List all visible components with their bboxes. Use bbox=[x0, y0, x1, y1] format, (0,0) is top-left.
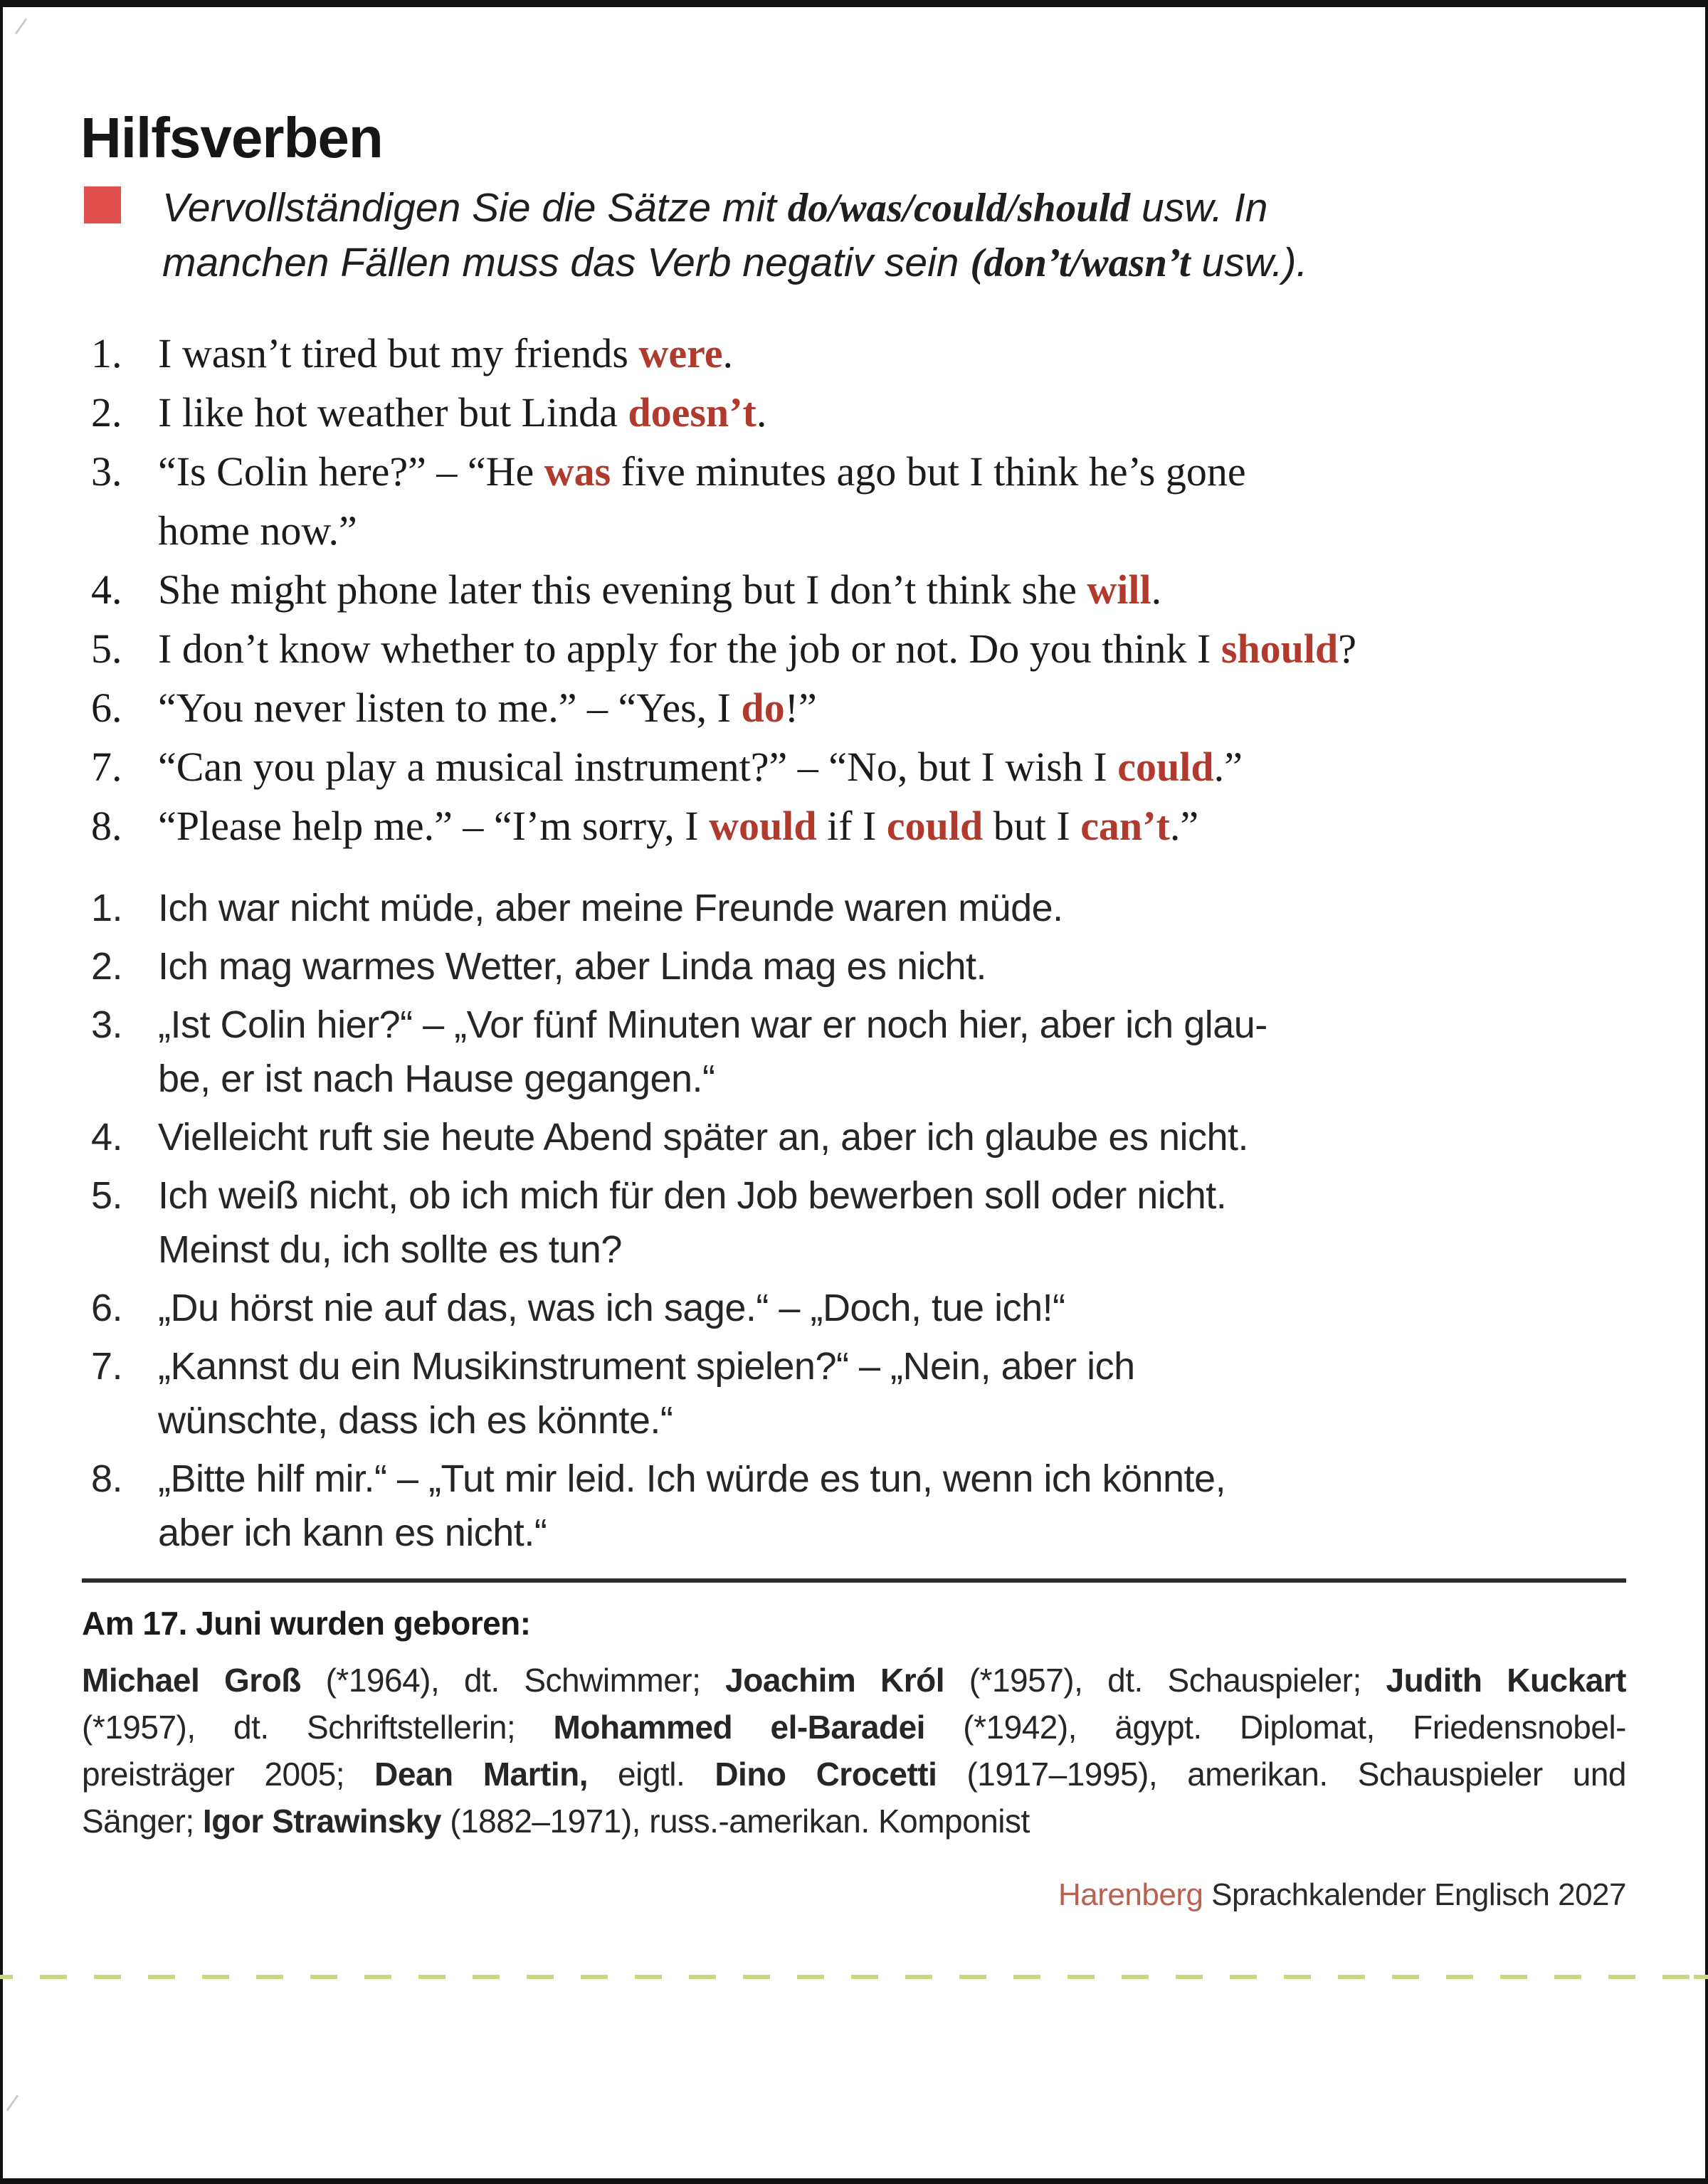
answer-word: were bbox=[638, 330, 723, 376]
item-text bbox=[158, 1169, 1630, 1277]
text-segment: .” bbox=[1169, 803, 1199, 849]
perforation-dashed-line bbox=[0, 1975, 1708, 1979]
text-segment: „Du hörst nie auf das, was ich sage.“ – „Doch, tue ich!“ bbox=[158, 1287, 1065, 1329]
text-segment: (1917–1995), amerikan. Schauspieler und bbox=[937, 1756, 1627, 1793]
item-number: 3. bbox=[91, 448, 122, 495]
item-text bbox=[158, 560, 1630, 619]
text-segment: preisträger 2005; bbox=[82, 1756, 375, 1793]
text-segment: I wasn’t tired but my friends bbox=[158, 330, 639, 376]
text-segment: (*1957), dt. Schriftstellerin; bbox=[82, 1709, 554, 1746]
item-text bbox=[158, 324, 1630, 383]
text-segment: . bbox=[1151, 566, 1162, 613]
item-number: 2. bbox=[91, 945, 123, 988]
english-sentence bbox=[82, 796, 1630, 855]
item-number: 1. bbox=[91, 887, 123, 929]
birthdays-line bbox=[82, 1798, 1626, 1845]
text-segment: Ich weiß nicht, ob ich mich für den Job bewerben soll oder nicht. bbox=[158, 1174, 1227, 1217]
text-segment: “Please help me.” – “I’m sorry, I bbox=[158, 803, 710, 849]
german-sentence bbox=[82, 1110, 1630, 1164]
print-mark bbox=[15, 18, 27, 34]
text-segment: ? bbox=[1338, 626, 1357, 672]
answer-word: could bbox=[886, 803, 984, 849]
answer-word: doesn’t bbox=[628, 389, 757, 436]
instruction-bullet-square bbox=[84, 186, 121, 223]
text-segment: She might phone later this evening but I don’t think she bbox=[158, 566, 1087, 613]
answer-word: will bbox=[1087, 566, 1151, 613]
item-text bbox=[158, 1110, 1630, 1164]
english-sentence bbox=[82, 383, 1630, 442]
text-segment: Harenberg bbox=[1058, 1877, 1203, 1912]
english-sentence bbox=[82, 737, 1630, 796]
item-number: 7. bbox=[91, 1345, 123, 1388]
answer-word: was bbox=[544, 448, 611, 495]
text-segment: Sprachkalender Englisch 2027 bbox=[1203, 1877, 1626, 1912]
birthdays-line bbox=[82, 1704, 1626, 1751]
text-segment: (*1964), dt. Schwimmer; bbox=[300, 1662, 726, 1699]
text-segment: Igor Strawinsky bbox=[202, 1803, 441, 1840]
item-number: 6. bbox=[91, 1287, 123, 1329]
item-text bbox=[158, 678, 1630, 737]
item-text bbox=[158, 383, 1630, 442]
english-sentence-list bbox=[82, 324, 1630, 855]
text-segment: usw. In bbox=[1130, 185, 1268, 231]
text-segment: do/was/could/should bbox=[787, 186, 1131, 231]
text-segment: „Ist Colin hier?“ – „Vor fünf Minuten war er noch hier, aber ich glau- bbox=[158, 1003, 1267, 1046]
text-segment: Mohammed el-Baradei bbox=[553, 1709, 925, 1746]
answer-word: should bbox=[1221, 626, 1339, 672]
text-segment: I don’t know whether to apply for the job or not. Do you think I bbox=[158, 626, 1221, 672]
text-segment: I like hot weather but Linda bbox=[158, 389, 628, 436]
item-number: 6. bbox=[91, 685, 122, 731]
text-segment: Judith Kuckart bbox=[1386, 1662, 1627, 1699]
item-number: 8. bbox=[91, 803, 122, 849]
birthdays-heading: Am 17. Juni wurden geboren: bbox=[82, 1605, 531, 1642]
english-sentence bbox=[82, 619, 1630, 678]
english-sentence bbox=[82, 442, 1630, 560]
birthdays-line bbox=[82, 1751, 1626, 1798]
item-text bbox=[158, 737, 1630, 796]
footer-imprint bbox=[1058, 1877, 1626, 1913]
answer-word: do bbox=[741, 685, 785, 731]
text-segment: (*1942), ägypt. Diplomat, Friedensnobel- bbox=[924, 1709, 1626, 1746]
text-segment: eigtl. bbox=[587, 1756, 715, 1793]
item-number: 4. bbox=[91, 566, 122, 613]
text-segment: home now.” bbox=[158, 507, 357, 554]
german-sentence bbox=[82, 939, 1630, 993]
german-translation-list bbox=[82, 881, 1630, 1564]
item-text bbox=[158, 998, 1630, 1106]
german-sentence bbox=[82, 1169, 1630, 1277]
english-sentence bbox=[82, 560, 1630, 619]
text-segment: if I bbox=[816, 803, 887, 849]
text-segment: manchen Fällen muss das Verb negativ sein bbox=[162, 240, 971, 285]
text-segment: Ich mag warmes Wetter, aber Linda mag es nicht. bbox=[158, 945, 987, 988]
text-segment: usw.). bbox=[1190, 240, 1308, 285]
text-segment: (1882–1971), russ.-amerikan. Komponist bbox=[441, 1803, 1030, 1840]
print-mark bbox=[6, 2094, 19, 2111]
text-segment: Dean Martin, bbox=[374, 1756, 588, 1793]
instruction-line-2 bbox=[162, 236, 1657, 290]
text-segment: “Can you play a musical instrument?” – “No, but I wish I bbox=[158, 744, 1118, 790]
birthdays-line bbox=[82, 1657, 1626, 1704]
text-segment: wünschte, dass ich es könnte.“ bbox=[158, 1399, 673, 1442]
german-sentence bbox=[82, 1452, 1630, 1560]
text-segment: but I bbox=[983, 803, 1081, 849]
text-segment: Meinst du, ich sollte es tun? bbox=[158, 1228, 622, 1271]
page-title: Hilfsverben bbox=[80, 105, 383, 169]
item-number: 4. bbox=[91, 1116, 123, 1159]
german-sentence bbox=[82, 1281, 1630, 1335]
item-text bbox=[158, 939, 1630, 993]
item-text bbox=[158, 1339, 1630, 1447]
page-border-bottom bbox=[0, 2178, 1708, 2184]
text-segment: !” bbox=[784, 685, 817, 731]
text-segment: . bbox=[756, 389, 767, 436]
page-border-right bbox=[1705, 0, 1708, 2184]
item-number: 8. bbox=[91, 1457, 123, 1500]
text-segment: „Bitte hilf mir.“ – „Tut mir leid. Ich würde es tun, wenn ich könnte, bbox=[158, 1457, 1226, 1500]
text-segment: (don’t/wasn’t bbox=[970, 241, 1191, 285]
text-segment: . bbox=[722, 330, 734, 376]
item-text bbox=[158, 796, 1630, 855]
german-sentence bbox=[82, 1339, 1630, 1447]
german-sentence bbox=[82, 998, 1630, 1106]
text-segment: Sänger; bbox=[82, 1803, 203, 1840]
text-segment: „Kannst du ein Musikinstrument spielen?“ – „Nein, aber ich bbox=[158, 1345, 1135, 1388]
answer-word: could bbox=[1117, 744, 1214, 790]
item-number: 1. bbox=[91, 330, 122, 376]
item-number: 5. bbox=[91, 1174, 123, 1217]
answer-word: would bbox=[709, 803, 817, 849]
answer-word: can’t bbox=[1080, 803, 1170, 849]
item-number: 3. bbox=[91, 1003, 123, 1046]
item-text bbox=[158, 1281, 1630, 1335]
item-text bbox=[158, 1452, 1630, 1560]
item-number: 2. bbox=[91, 389, 122, 436]
item-text bbox=[158, 619, 1630, 678]
text-segment: Michael Groß bbox=[82, 1662, 301, 1699]
section-divider-rule bbox=[82, 1578, 1626, 1583]
english-sentence bbox=[82, 324, 1630, 383]
item-text bbox=[158, 881, 1630, 935]
english-sentence bbox=[82, 678, 1630, 737]
item-number: 7. bbox=[91, 744, 122, 790]
text-segment: “Is Colin here?” – “He bbox=[158, 448, 544, 495]
text-segment: five minutes ago but I think he’s gone bbox=[611, 448, 1246, 495]
page-border-left bbox=[0, 0, 3, 2184]
text-segment: “You never listen to me.” – “Yes, I bbox=[158, 685, 742, 731]
item-number: 5. bbox=[91, 626, 122, 672]
page-border-top bbox=[0, 0, 1708, 7]
text-segment: aber ich kann es nicht.“ bbox=[158, 1512, 547, 1554]
text-segment: Joachim Król bbox=[725, 1662, 945, 1699]
text-segment: Vervollständigen Sie die Sätze mit bbox=[162, 185, 788, 231]
text-segment: be, er ist nach Hause gegangen.“ bbox=[158, 1057, 715, 1100]
german-sentence bbox=[82, 881, 1630, 935]
item-text bbox=[158, 442, 1630, 560]
text-segment: Dino Crocetti bbox=[715, 1756, 937, 1793]
instruction-text bbox=[162, 181, 1657, 290]
text-segment: Vielleicht ruft sie heute Abend später an, aber ich glaube es nicht. bbox=[158, 1116, 1249, 1159]
instruction-line-1 bbox=[162, 181, 1657, 236]
text-segment: (*1957), dt. Schauspieler; bbox=[944, 1662, 1386, 1699]
birthdays-text bbox=[82, 1657, 1626, 1845]
text-segment: Ich war nicht müde, aber meine Freunde waren müde. bbox=[158, 887, 1063, 929]
text-segment: .” bbox=[1213, 744, 1243, 790]
